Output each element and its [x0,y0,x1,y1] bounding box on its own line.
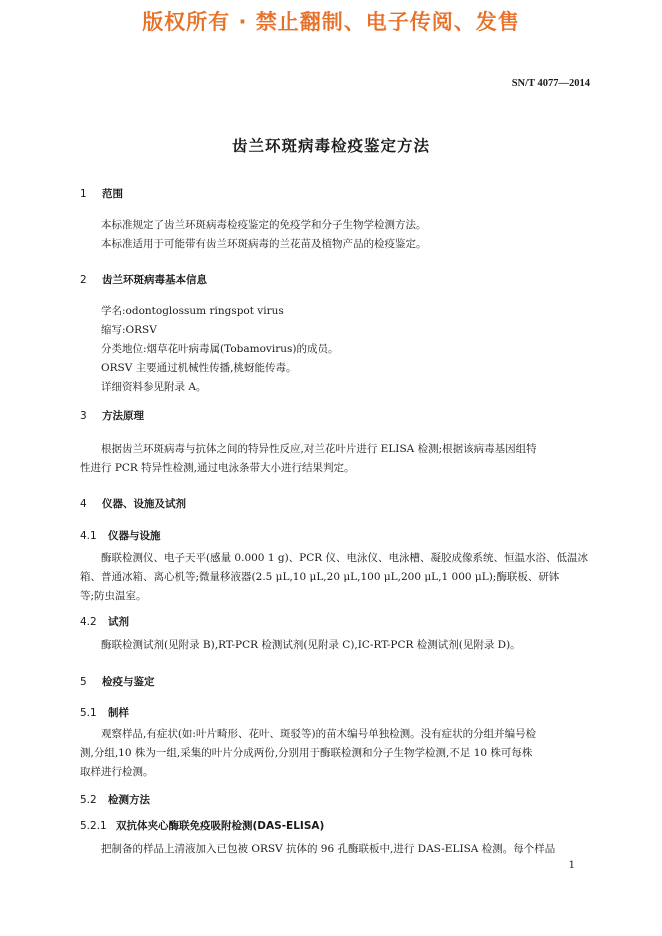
paragraph-line: 性进行 PCR 特异性检测,通过电泳条带大小进行结果判定。 [80,462,355,474]
section-title: 方法原理 [102,410,144,422]
section-title: 检疫与鉴定 [102,676,155,688]
section-number: 5.2.1 [80,820,107,832]
paragraph-line: 测,分组,10 株为一组,采集的叶片分成两份,分别用于酶联检测和分子生物学检测,不足 10 株可每株 [80,747,533,759]
section-title: 试剂 [108,616,129,628]
section-number: 1 [80,188,87,200]
section-title: 范围 [102,188,123,200]
section-title: 检测方法 [108,794,150,806]
paragraph-line: 观察样品,有症状(如:叶片畸形、花叶、斑驳等)的苗木编号单独检测。没有症状的分组并编号检 [101,728,537,740]
section-1-heading [80,186,123,201]
section-4-2-heading [80,614,129,629]
section-4-1-body [80,549,590,606]
paragraph-line: 本标准适用于可能带有齿兰环斑病毒的兰花苗及植物产品的检疫鉴定。 [101,238,427,250]
section-number: 4 [80,498,87,510]
paragraph-line: 酶联检测仪、电子天平(感量 0.000 1 g)、PCR 仪、电泳仪、电泳槽、凝胶成像系统、恒温水浴、低温冰 [101,552,589,564]
paragraph-line: 详细资料参见附录 A。 [101,381,207,393]
section-title: 双抗体夹心酶联免疫吸附检测(DAS-ELISA) [116,820,325,832]
paragraph-line: 根据齿兰环斑病毒与抗体之间的特异性反应,对兰花叶片进行 ELISA 检测;根据该病毒基因组特 [101,443,537,455]
section-5-2-heading [80,792,150,807]
section-title: 制样 [108,707,129,719]
paragraph-line: 箱、普通冰箱、离心机等;微量移液器(2.5 μL,10 μL,20 μL,100 μL,200 μL,1 000 μL);酶联板、研钵 [80,571,560,583]
section-1-body [80,216,590,254]
section-title: 仪器与设施 [108,530,161,542]
paragraph-line: ORSV 主要通过机械性传播,桃蚜能传毒。 [101,362,297,374]
paragraph-line: 取样进行检测。 [80,766,154,778]
section-5-1-heading [80,705,129,720]
page-number: 1 [568,860,575,871]
section-title: 仪器、设施及试剂 [102,498,186,510]
document-title: 齿兰环斑病毒检疫鉴定方法 [231,137,430,155]
paragraph-line: 把制备的样品上清液加入已包被 ORSV 抗体的 96 孔酶联板中,进行 DAS-ELISA 检测。每个样品 [101,843,556,855]
copyright-watermark: 版权所有 · 禁止翻制、电子传阅、发售 [142,10,520,34]
section-5-2-1-heading [80,818,324,833]
paragraph-line: 酶联检测试剂(见附录 B),RT-PCR 检测试剂(见附录 C),IC-RT-PCR 检测试剂(见附录 D)。 [101,639,521,651]
section-4-2-body [80,636,590,655]
section-number: 5 [80,676,87,688]
section-4-heading [80,496,186,511]
section-number: 4.2 [80,616,97,628]
section-number: 5.1 [80,707,97,719]
section-5-heading [80,674,155,689]
section-3-heading [80,408,144,423]
section-5-2-1-body [80,840,590,859]
section-2-heading [80,272,207,287]
paragraph-line: 学名:odontoglossum ringspot virus [101,305,284,317]
section-title: 齿兰环斑病毒基本信息 [102,274,207,286]
section-number: 3 [80,410,87,422]
paragraph-line: 等;防虫温室。 [80,590,147,602]
section-number: 2 [80,274,87,286]
paragraph-line: 缩写:ORSV [101,324,157,336]
section-2-body [80,302,590,397]
section-number: 4.1 [80,530,97,542]
section-5-1-body [80,725,590,782]
standard-code: SN/T 4077—2014 [511,78,590,89]
paragraph-line: 本标准规定了齿兰环斑病毒检疫鉴定的免疫学和分子生物学检测方法。 [101,219,427,231]
section-number: 5.2 [80,794,97,806]
paragraph-line: 分类地位:烟草花叶病毒属(Tobamovirus)的成员。 [101,343,339,355]
section-3-body [80,440,590,478]
section-4-1-heading [80,528,161,543]
